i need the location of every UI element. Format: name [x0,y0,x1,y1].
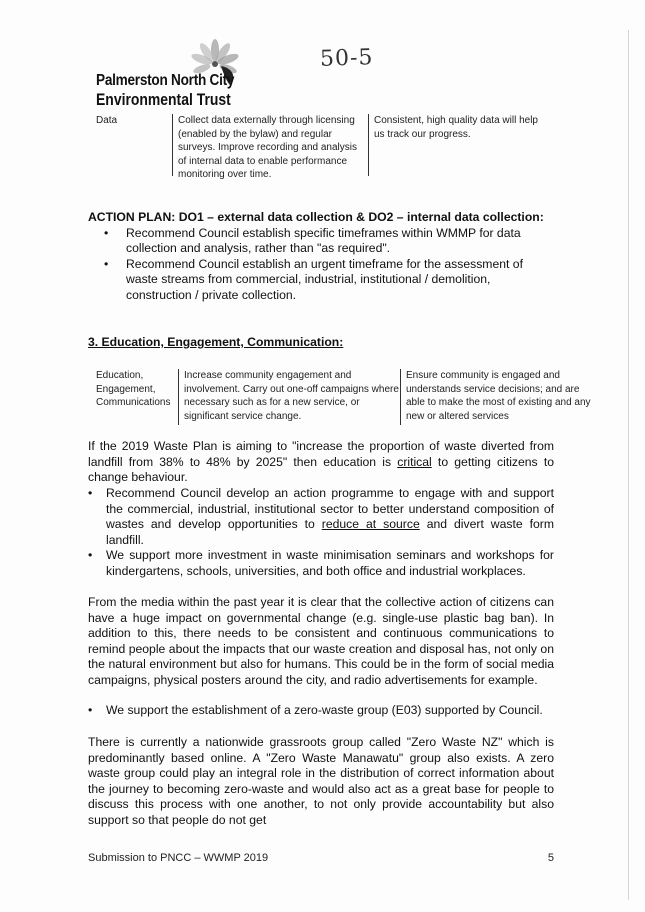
logo-text-line2: Environmental Trust [96,90,231,109]
action-plan-bullet: • Recommend Council establish specific timeframes within WMMP for data collection and analysis, rather than "as required". [88,226,554,257]
bullet-item: • We support more investment in waste minimisation seminars and workshops for kindergartens, schools, universities, and both office and industrial workplaces. [88,548,554,579]
bullet-item [88,486,554,548]
paragraph: From the media within the past year it is clear that the collective action of citizens can have a huge impact on governmental change (e.g. single-use plastic bag ban). In addition to this, there needs to be consistent and continuous communications to remind people about the impacts that our waste creation and disposal has, not only on the natural environment but also for humans. This could be in the form of social media campaigns, physical posters around the city, and radio advertisements for example. [88,595,554,687]
page-footer [88,852,554,864]
page-number: 5 [547,852,554,864]
paragraph-text: to getting citizens to change behaviour. [88,454,554,484]
data-table-row [96,114,548,180]
table-label: Data [96,115,118,126]
paragraph-text: If the 2019 Waste Plan is aiming to "increase the proportion of waste diverted from landfill from 38% to 48% by 2025" then education is [88,439,554,469]
scan-edge-line [628,30,629,900]
action-plan-section [88,210,554,303]
underlined-text: critical [397,454,432,469]
section-heading [88,335,343,349]
footer-title: Submission to PNCC – WWMP 2019 [88,852,269,864]
table-label: Education, Engagement, Communications [96,370,171,408]
table-outcome: Consistent, high quality data will help us track our progress. [368,114,548,176]
bullet-item: • We support the establishment of a zero-waste group (E03) supported by Council. [88,703,554,719]
bullet-block [88,548,554,579]
bullet-block [88,486,554,548]
action-plan-heading: ACTION PLAN: DO1 – external data collection & DO2 – internal data collection: [88,210,544,224]
table-description: Collect data externally through licensing (enabled by the bylaw) and regular surveys. Improve recording and analysis of internal data to enable performance monitoring over time. [172,114,368,176]
paragraph: There is currently a nationwide grassroots group called "Zero Waste NZ" which is predominantly based online. A "Zero Waste Manawatu" group also exists. A zero waste group could play an integral role in the distribution of correct information about the journey to becoming zero-waste and would also act as a great base for people to discuss this process with one another, to not only provide accountability but also support so that people do not get [88,735,554,827]
bullet-text: and divert waste form landfill. [106,517,554,547]
trust-logo [96,38,256,112]
bullet-text: Recommend Council develop an action programme to engage with and support the commercial, industrial, institutional sector to better understand composition of wastes and develop opportunities to [106,486,554,531]
section-heading-wrap [88,335,554,351]
bullet-block [88,703,554,719]
section-heading-text: 3. Education, Engagement, Communication: [88,335,344,349]
education-table-row [96,369,600,425]
table-description: Increase community engagement and involvement. Carry out one-off campaigns where necessary such as for a new service, or significant service change. [178,369,400,425]
paragraph [88,439,554,486]
table-outcome: Ensure community is engaged and understands service decisions; and are able to make the most of existing and any new or altered services [400,369,600,425]
action-plan-bullet: • Recommend Council establish an urgent timeframe for the assessment of waste streams from commercial, industrial, institutional / demolition, construction / private collection. [88,257,554,304]
handwritten-reference: 50-5 [319,45,374,72]
logo-text-line1: Palmerston North City [96,72,235,89]
underlined-text: reduce at source [321,517,420,531]
